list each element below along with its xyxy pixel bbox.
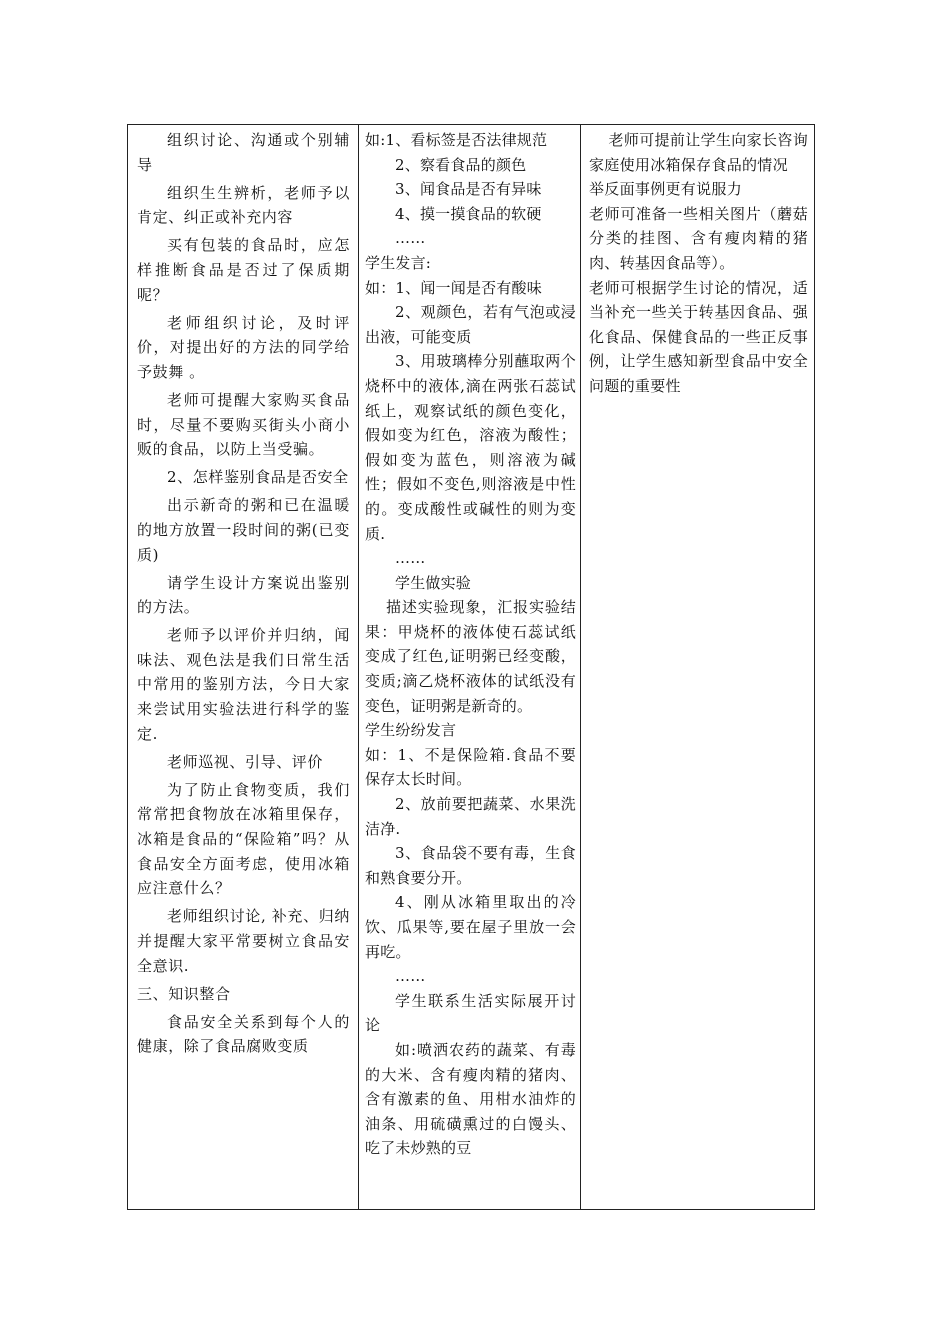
col1-paragraph: 老师巡视、引导、评价 — [167, 752, 324, 771]
col3-paragraph: 老师可准备一些相关图片（蘑菇分类的挂图、含有瘦肉精的猪肉、转基因食品等）。 — [589, 204, 808, 272]
design-notes-column — [581, 125, 814, 1209]
col2-paragraph: 学生做实验 — [395, 573, 472, 592]
col1-paragraph: 老师可提醒大家购买食品时，尽量不要购买街头小商小贩的食品，以防上当受骗。 — [137, 390, 350, 459]
col1-paragraph: 老师组织讨论，及时评价，对提出好的方法的同学给予鼓舞 。 — [137, 313, 350, 381]
col2-paragraph: …… — [395, 549, 426, 568]
col1-paragraph: 组织生生辨析，老师予以肯定、纠正或补充内容 — [137, 183, 350, 227]
col1-paragraph: 三、知识整合 — [137, 984, 231, 1003]
col1-paragraph: 老师予以评价并归纳，闻味法、观色法是我们日常生活中常用的鉴别方法，今日大家来尝试用实验法进行科学的鉴定. — [137, 626, 350, 743]
col2-paragraph: 2、观颜色，若有气泡或浸出液，可能变质 — [365, 303, 576, 346]
col2-paragraph: 3、用玻璃棒分别蘸取两个烧杯中的液体,滴在两张石蕊试纸上，观察试纸的颜色变化，假如变为红色，溶液为酸性；假如变为蓝色，则溶液为碱性；假如不变色,则溶液是中性的。变成酸性或碱性的则为变质. — [365, 352, 576, 543]
col3-paragraph: 老师可根据学生讨论的情况，适当补充一些关于转基因食品、强化食品、保健食品的一些正反事例，让学生感知新型食品中安全问题的重要性 — [589, 278, 808, 395]
col1-paragraph: 老师组织讨论, 补充、归纳并提醒大家平常要树立食品安全意识. — [137, 907, 350, 975]
col2-paragraph: 如：1、闻一闻是否有酸味 — [365, 278, 542, 297]
col2-paragraph: 描述实验现象，汇报实验结果：甲烧杯的液体使石蕊试纸变成了红色,证明粥已经变酸，变质;滴乙烧杯液体的试纸没有变色，证明粥是新奇的。 — [365, 598, 576, 715]
col1-paragraph: 为了防止食物变质，我们常常把食物放在冰箱里保存，冰箱是食品的“保险箱”吗？从食品安全方面考虑，使用冰箱应注意什么？ — [137, 780, 350, 898]
col3-paragraph: 老师可提前让学生向家长咨询家庭使用冰箱保存食品的情况 — [589, 131, 808, 174]
col1-paragraph: 买有包装的食品时，应怎样推断食品是否过了保质期呢？ — [137, 236, 350, 304]
col1-paragraph: 2、怎样鉴别食品是否安全 — [167, 468, 349, 487]
col1-paragraph: 请学生设计方案说出鉴别的方法。 — [137, 573, 350, 617]
col1-paragraph: 出示新奇的粥和已在温暖的地方放置一段时间的粥(已变质) — [137, 496, 350, 564]
col2-paragraph: 学生联系生活实际展开讨论 — [365, 991, 576, 1035]
col2-paragraph: 4、刚从冰箱里取出的冷饮、瓜果等,要在屋子里放一会再吃。 — [365, 893, 576, 961]
col2-paragraph: 学生纷纷发言 — [365, 721, 457, 740]
col2-paragraph: …… — [395, 229, 426, 248]
col2-paragraph: 如:1、看标签是否法律规范 — [365, 131, 548, 149]
lesson-plan-table — [127, 124, 815, 1210]
col2-paragraph: 3、食品袋不要有毒，生食和熟食要分开。 — [365, 844, 576, 887]
col1-paragraph: 食品安全关系到每个人的健康，除了食品腐败变质 — [137, 1012, 350, 1056]
col1-paragraph: 组织讨论、沟通或个别辅导 — [137, 131, 350, 174]
teacher-activity-column — [128, 125, 359, 1209]
col2-paragraph: 4、摸一摸食品的软硬 — [395, 204, 542, 223]
col2-paragraph: …… — [395, 967, 426, 986]
col2-paragraph: 如：1、不是保险箱.食品不要保存太长时间。 — [365, 745, 576, 789]
col2-paragraph: 学生发言: — [365, 253, 432, 272]
col2-paragraph: 3、闻食品是否有异味 — [395, 180, 542, 199]
col2-paragraph: 如:喷洒农药的蔬菜、有毒的大米、含有瘦肉精的猪肉、含有激素的鱼、用柑水油炸的油条、用硫磺熏过的白馒头、吃了未炒熟的豆 — [365, 1040, 576, 1158]
col2-paragraph: 2、察看食品的颜色 — [395, 155, 527, 174]
col2-paragraph: 2、放前要把蔬菜、水果洗洁净. — [365, 795, 576, 838]
student-activity-column — [359, 125, 581, 1209]
col3-paragraph: 举反面事例更有说服力 — [589, 180, 743, 199]
